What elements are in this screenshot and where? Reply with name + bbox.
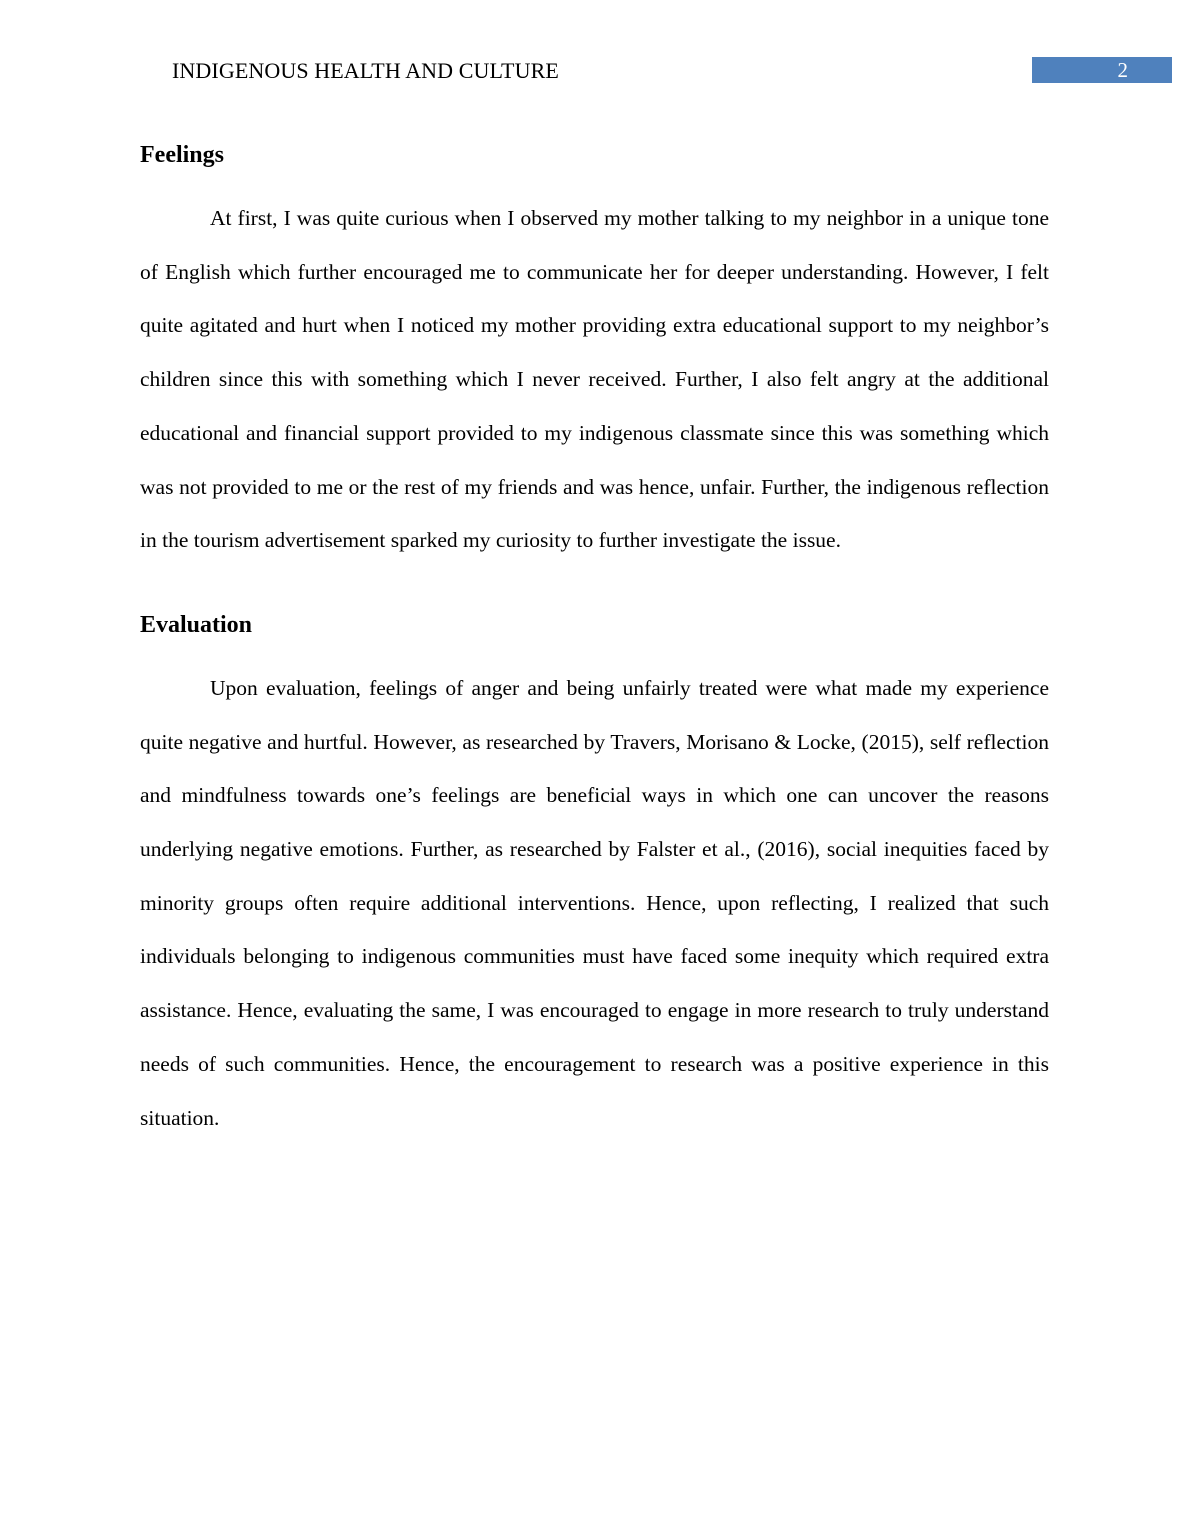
section-heading-evaluation: Evaluation <box>140 611 253 638</box>
paragraph-evaluation: Upon evaluation, feelings of anger and being unfairly treated were what made my experience quite negative and hurtful. However, as researched by Travers, Morisano & Locke, (2015), self reflection and mindfulness towards one’s feelings are beneficial ways in which one can uncover the reasons underlying negative emotions. Further, as researched by Falster et al., (2016), social inequities faced by minority groups often require additional interventions. Hence, upon reflecting, I realized that such individuals belonging to indigenous communities must have faced some inequity which required extra assistance. Hence, evaluating the same, I was encouraged to engage in more research to truly understand needs of such communities. Hence, the encouragement to research was a positive experience in this situation. <box>140 675 1049 1130</box>
page-number: 2 <box>1117 58 1128 82</box>
page-header <box>0 0 1190 100</box>
page-number-box <box>1032 57 1172 83</box>
running-head: INDIGENOUS HEALTH AND CULTURE <box>172 58 559 83</box>
document-body <box>140 138 1049 1145</box>
paragraph-feelings: At first, I was quite curious when I observed my mother talking to my neighbor in a unique tone of English which further encouraged me to communicate her for deeper understanding. However, I felt quite agitated and hurt when I noticed my mother providing extra educational support to my neighbor’s children since this with something which I never received. Further, I also felt angry at the additional educational and financial support provided to my indigenous classmate since this was something which was not provided to me or the rest of my friends and was hence, unfair. Further, the indigenous reflection in the tourism advertisement sparked my curiosity to further investigate the issue. <box>140 206 1049 553</box>
section-heading-feelings: Feelings <box>140 142 224 168</box>
